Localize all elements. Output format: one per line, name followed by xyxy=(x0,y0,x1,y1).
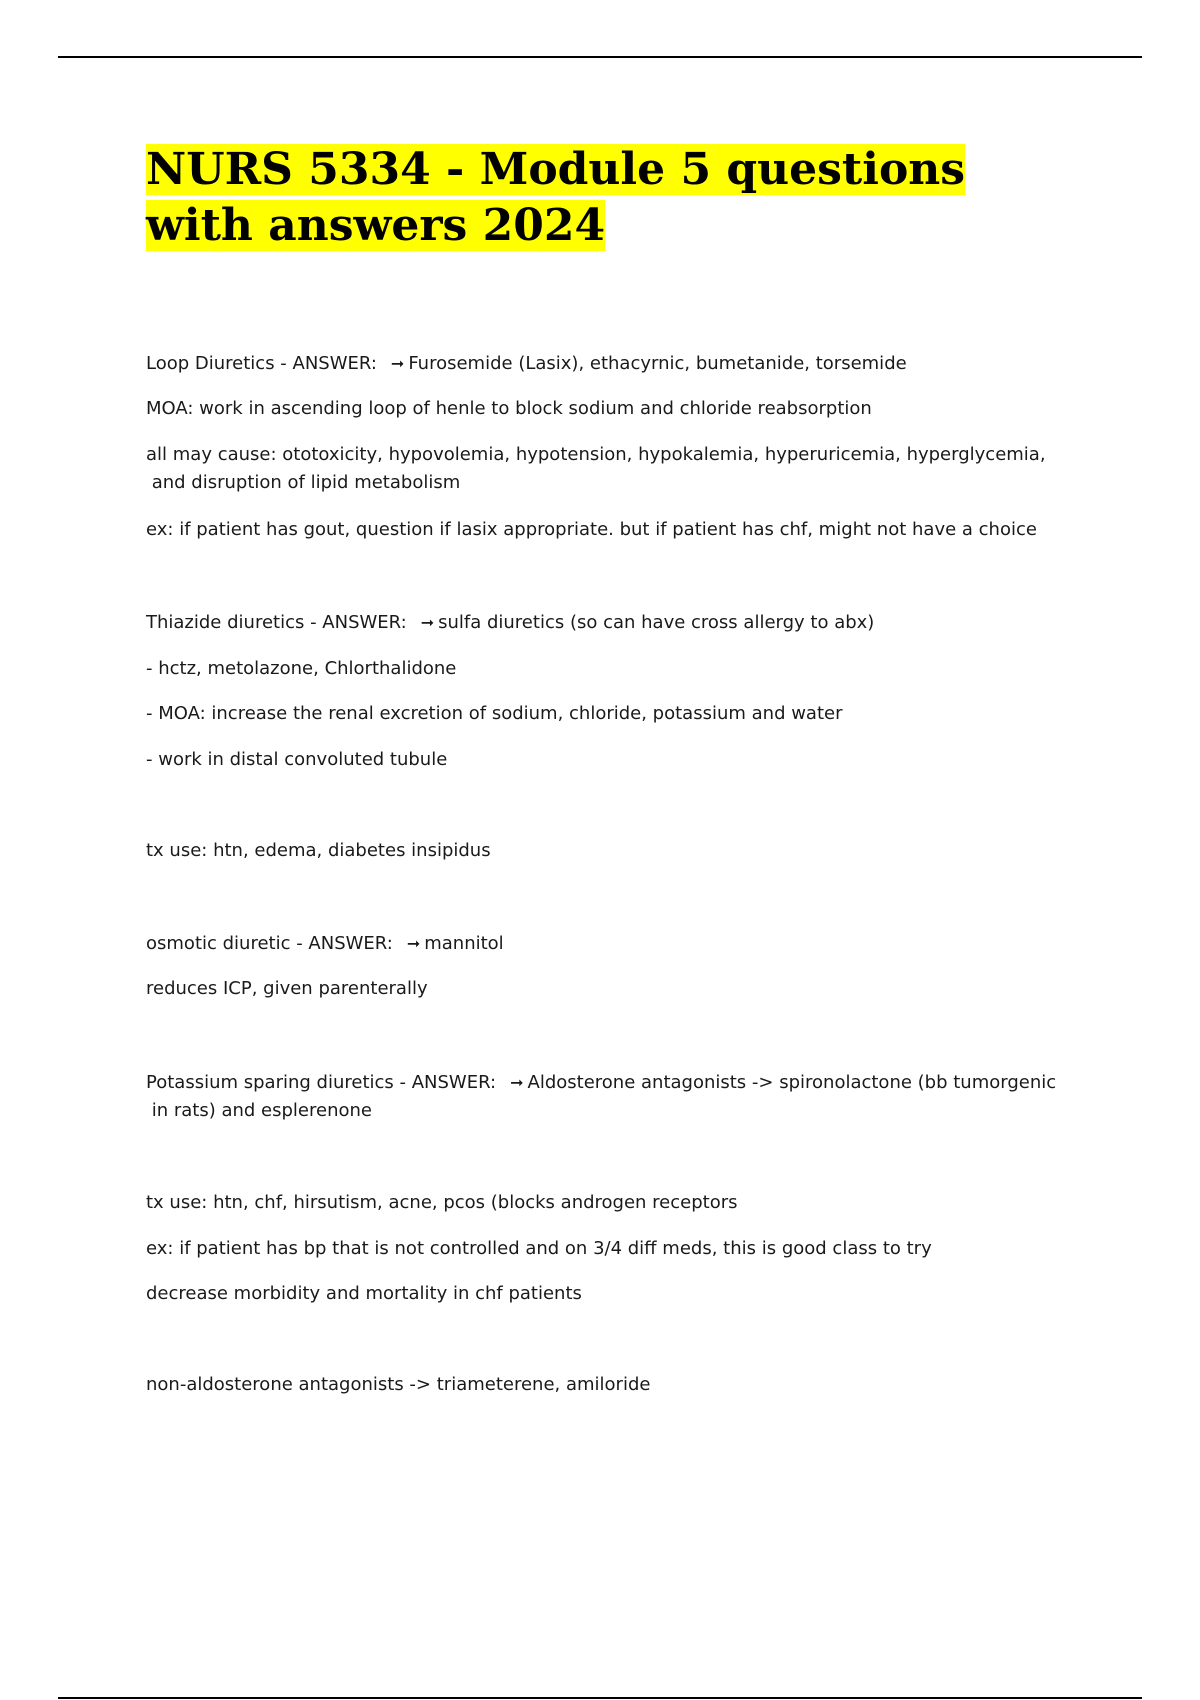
text-line: decrease morbidity and mortality in chf patients xyxy=(146,1283,582,1304)
text-line: - MOA: increase the renal excretion of sodium, chloride, potassium and water xyxy=(146,703,843,724)
arrow-icon: ➞ xyxy=(406,934,421,953)
text-line: ex: if patient has bp that is not controlled and on 3/4 diff meds, this is good class to try xyxy=(146,1238,932,1259)
text-line: non-aldosterone antagonists -> triameterene, amiloride xyxy=(146,1374,651,1395)
text-line: and disruption of lipid metabolism xyxy=(146,472,461,493)
text-line: in rats) and esplerenone xyxy=(146,1100,372,1121)
text-line: MOA: work in ascending loop of henle to block sodium and chloride reabsorption xyxy=(146,398,872,419)
arrow-icon: ➞ xyxy=(390,354,405,373)
text-line: reduces ICP, given parenterally xyxy=(146,978,428,999)
text-line: tx use: htn, chf, hirsutism, acne, pcos (blocks androgen receptors xyxy=(146,1192,738,1213)
arrow-icon: ➞ xyxy=(420,613,435,632)
text-line: all may cause: ototoxicity, hypovolemia, hypotension, hypokalemia, hyperuricemia, hyperglycemia, xyxy=(146,444,1046,465)
question-thiazide-diuretics: Thiazide diuretics - ANSWER: ➞ sulfa diuretics (so can have cross allergy to abx) xyxy=(146,609,1086,637)
text-line: - hctz, metolazone, Chlorthalidone xyxy=(146,658,457,679)
document-title xyxy=(146,142,1046,254)
question-osmotic-diuretic: osmotic diuretic - ANSWER: ➞ mannitol xyxy=(146,930,1086,958)
question-potassium-sparing-diuretics: Potassium sparing diuretics - ANSWER: ➞ Aldosterone antagonists -> spironolactone (bb tumorgenic xyxy=(146,1069,1086,1097)
bottom-rule xyxy=(58,1697,1142,1699)
text-line: ex: if patient has gout, question if lasix appropriate. but if patient has chf, might not have a choice xyxy=(146,519,1037,540)
arrow-icon: ➞ xyxy=(510,1073,524,1092)
question-loop-diuretics: Loop Diuretics - ANSWER: ➞ Furosemide (Lasix), ethacyrnic, bumetanide, torsemide xyxy=(146,350,1086,378)
text-line: - work in distal convoluted tubule xyxy=(146,749,448,770)
top-rule xyxy=(58,56,1142,58)
text-line: tx use: htn, edema, diabetes insipidus xyxy=(146,840,491,861)
title-highlight: NURS 5334 - Module 5 questions with answers 2024 xyxy=(146,144,966,251)
